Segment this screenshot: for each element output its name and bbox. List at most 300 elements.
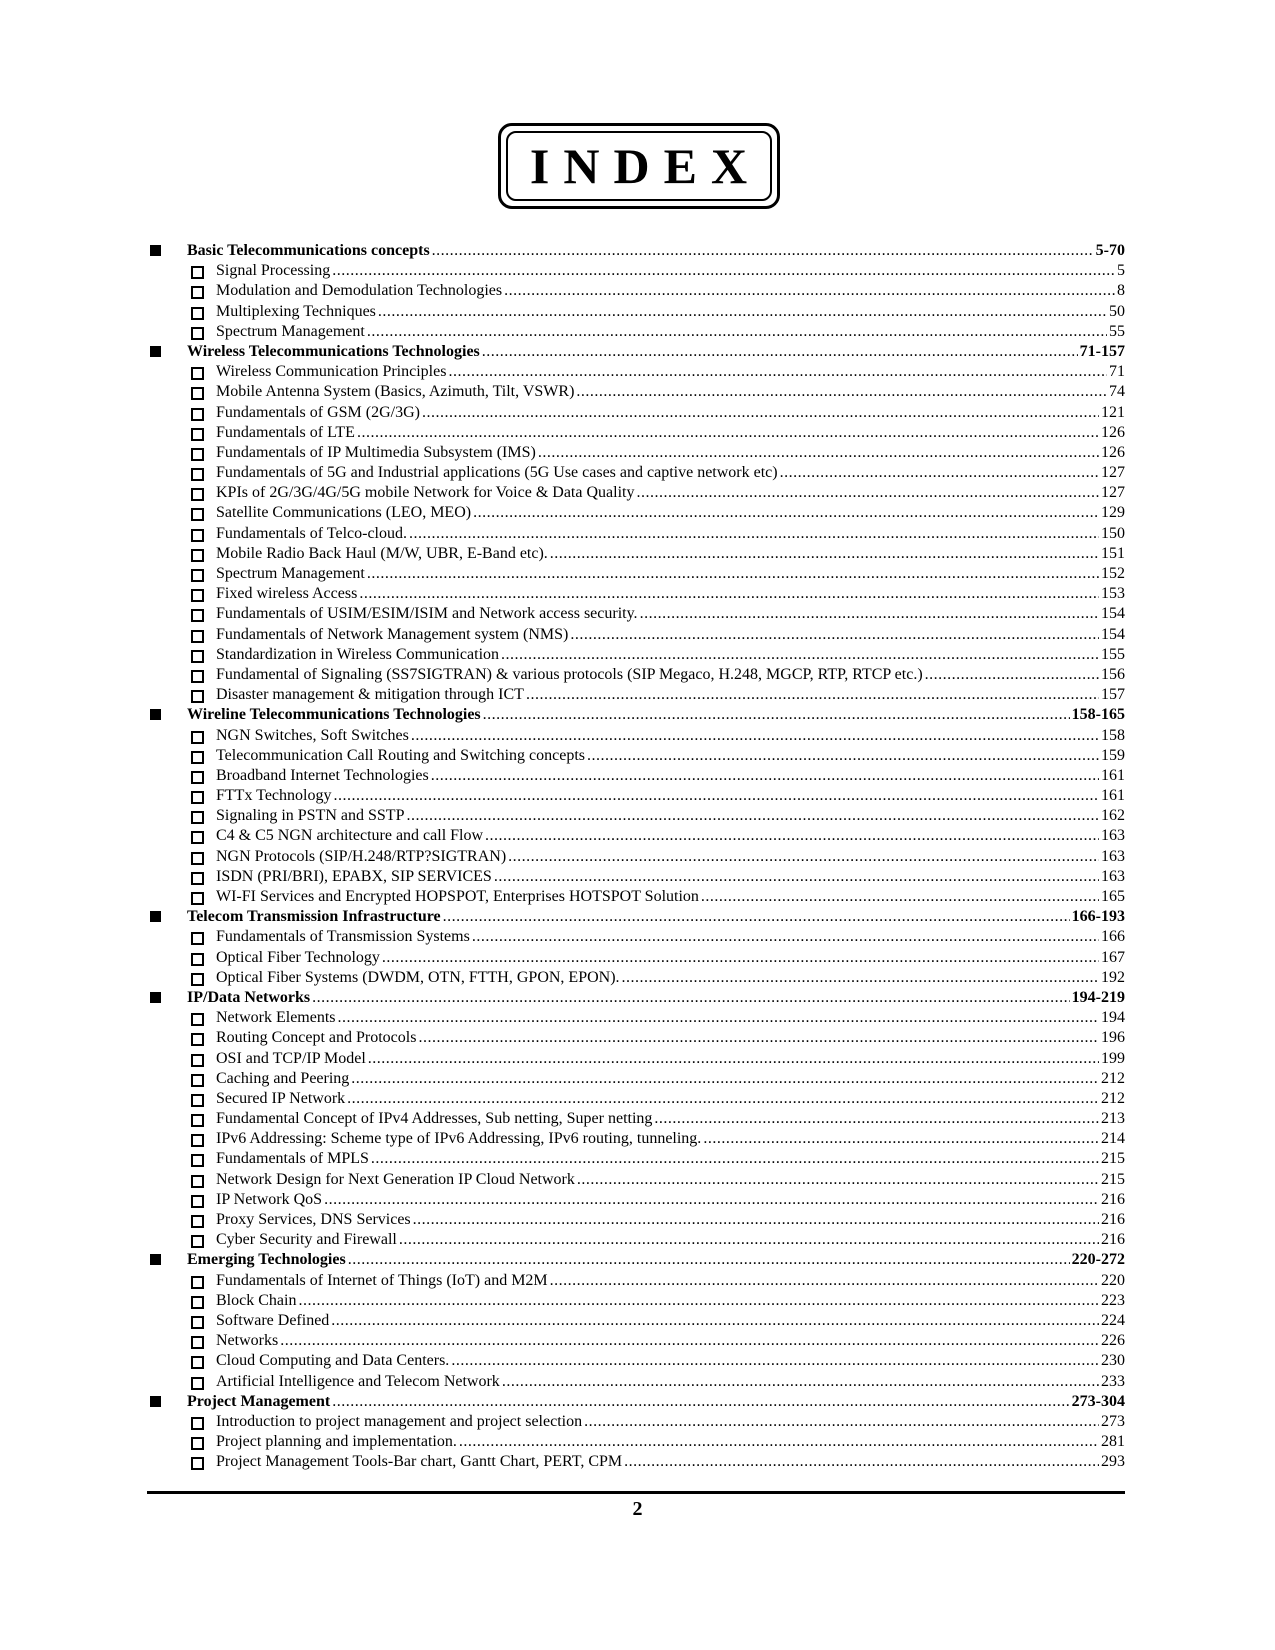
filled-square-bullet-icon: [150, 709, 161, 720]
item-page: 214: [1101, 1130, 1125, 1148]
item-entry: [216, 302, 1125, 322]
list-item: [147, 1351, 1125, 1371]
item-page: 155: [1101, 645, 1125, 663]
item-page: 129: [1101, 504, 1125, 522]
page-number: 2: [632, 1498, 643, 1520]
item-label: Optical Fiber Technology: [216, 948, 380, 966]
section-title: Telecom Transmission Infrastructure: [187, 908, 441, 926]
dot-leader: [413, 1210, 1099, 1230]
item-entry: [216, 1432, 1125, 1452]
dot-leader: [482, 342, 1078, 362]
dot-leader: [508, 847, 1099, 867]
list-item: [147, 625, 1125, 645]
item-label: Cloud Computing and Data Centers.: [216, 1352, 450, 1370]
list-item: [147, 1069, 1125, 1089]
list-item: [147, 685, 1125, 705]
open-square-bullet-icon: [191, 872, 204, 885]
item-page: 293: [1101, 1453, 1125, 1471]
dot-leader: [624, 1452, 1099, 1472]
item-entry: [216, 887, 1125, 907]
item-label: Networks: [216, 1332, 279, 1350]
item-entry: [216, 645, 1125, 665]
dot-leader: [371, 1149, 1099, 1169]
dot-leader: [431, 766, 1099, 786]
item-label: Proxy Services, DNS Services: [216, 1211, 411, 1228]
dot-leader: [538, 443, 1099, 463]
section-title: Wireline Telecommunications Technologies: [187, 706, 481, 724]
item-entry: [216, 443, 1125, 463]
item-page: 151: [1101, 544, 1125, 562]
dot-leader: [472, 927, 1099, 947]
item-page: 5: [1117, 262, 1125, 280]
list-item: [147, 1149, 1125, 1169]
list-item: [147, 584, 1125, 604]
open-square-bullet-icon: [191, 932, 204, 945]
list-item: [147, 887, 1125, 907]
list-item: [147, 726, 1125, 746]
item-page: 165: [1101, 888, 1125, 905]
list-item: [147, 1089, 1125, 1109]
item-entry: [216, 746, 1125, 766]
list-item: [147, 1008, 1125, 1028]
dot-leader: [485, 826, 1099, 846]
dot-leader: [411, 726, 1099, 746]
section-page-range: 273-304: [1071, 1392, 1125, 1410]
item-entry: [216, 1089, 1125, 1109]
section-entry: [187, 241, 1125, 261]
item-entry: [216, 584, 1125, 604]
item-label: NGN Protocols (SIP/H.248/RTP?SIGTRAN): [216, 847, 507, 865]
item-page: 126: [1101, 443, 1125, 461]
item-label: Fundamentals of USIM/ESIM/ISIM and Network access security.: [216, 605, 638, 623]
item-label: Standardization in Wireless Communication: [216, 645, 500, 663]
dot-leader: [348, 1250, 1070, 1270]
list-item: [147, 524, 1125, 544]
dot-leader: [324, 1190, 1099, 1210]
item-page: 230: [1101, 1352, 1125, 1370]
item-page: 161: [1101, 787, 1125, 805]
section-entry: [187, 1250, 1125, 1270]
dot-leader: [331, 1311, 1099, 1331]
list-item: [147, 645, 1125, 665]
list-item: [147, 927, 1125, 947]
list-item: [147, 1311, 1125, 1331]
section-row: [147, 1392, 1125, 1412]
list-item: [147, 968, 1125, 988]
item-page: 199: [1101, 1049, 1125, 1067]
dot-leader: [298, 1291, 1099, 1311]
item-entry: [216, 625, 1125, 645]
item-entry: [216, 826, 1125, 846]
item-entry: [216, 1069, 1125, 1089]
item-label: Signaling in PSTN and SSTP: [216, 807, 405, 825]
dot-leader: [584, 1412, 1099, 1432]
open-square-bullet-icon: [191, 1377, 204, 1390]
dot-leader: [399, 1230, 1099, 1250]
section-page-range: 5-70: [1095, 242, 1125, 259]
item-entry: [216, 1291, 1125, 1311]
list-item: [147, 443, 1125, 463]
item-entry: [216, 382, 1125, 402]
open-square-bullet-icon: [191, 589, 204, 602]
list-item: [147, 1109, 1125, 1129]
open-square-bullet-icon: [191, 973, 204, 986]
section-entry: [187, 342, 1125, 362]
open-square-bullet-icon: [191, 428, 204, 441]
section-entry: [187, 705, 1125, 725]
list-item: [147, 564, 1125, 584]
list-item: [147, 544, 1125, 564]
item-entry: [216, 463, 1125, 483]
dot-leader: [587, 746, 1099, 766]
open-square-bullet-icon: [191, 448, 204, 461]
item-entry: [216, 503, 1125, 523]
item-label: Secured IP Network: [216, 1089, 346, 1107]
section-title: Wireless Telecommunications Technologies: [187, 342, 480, 360]
item-label: Fixed wireless Access: [216, 585, 358, 603]
item-page: 223: [1101, 1291, 1125, 1309]
list-item: [147, 281, 1125, 301]
item-entry: [216, 1331, 1125, 1351]
open-square-bullet-icon: [191, 751, 204, 764]
item-entry: [216, 948, 1125, 968]
dot-leader: [526, 685, 1099, 705]
dot-leader: [780, 463, 1099, 483]
open-square-bullet-icon: [191, 771, 204, 784]
open-square-bullet-icon: [191, 569, 204, 582]
open-square-bullet-icon: [191, 468, 204, 481]
dot-leader: [550, 1271, 1099, 1291]
item-label: Signal Processing: [216, 262, 331, 280]
item-page: 215: [1101, 1170, 1125, 1188]
item-entry: [216, 968, 1125, 988]
item-label: Modulation and Demodulation Technologies: [216, 282, 503, 300]
filled-square-bullet-icon: [150, 911, 161, 922]
item-label: Fundamentals of Transmission Systems: [216, 928, 470, 946]
open-square-bullet-icon: [191, 609, 204, 622]
item-page: 157: [1101, 686, 1125, 704]
open-square-bullet-icon: [191, 1215, 204, 1228]
list-item: [147, 483, 1125, 503]
open-square-bullet-icon: [191, 549, 204, 562]
item-page: 158: [1101, 726, 1125, 744]
item-label: Multiplexing Techniques: [216, 302, 376, 320]
list-item: [147, 665, 1125, 685]
section-row: [147, 988, 1125, 1008]
item-page: 161: [1101, 766, 1125, 784]
item-label: Fundamentals of IP Multimedia Subsystem (IMS): [216, 443, 536, 461]
item-label: Cyber Security and Firewall: [216, 1231, 397, 1249]
item-entry: [216, 1210, 1125, 1230]
list-item: [147, 503, 1125, 523]
item-page: 273: [1101, 1412, 1125, 1430]
item-label: Fundamentals of MPLS: [216, 1150, 369, 1168]
list-item: [147, 1432, 1125, 1452]
item-page: 163: [1101, 847, 1125, 865]
list-item: [147, 1170, 1125, 1190]
open-square-bullet-icon: [191, 1296, 204, 1309]
open-square-bullet-icon: [191, 852, 204, 865]
open-square-bullet-icon: [191, 731, 204, 744]
item-label: IP Network QoS: [216, 1190, 323, 1208]
open-square-bullet-icon: [191, 1175, 204, 1188]
item-page: 233: [1101, 1372, 1125, 1390]
item-entry: [216, 1049, 1125, 1069]
dot-leader: [333, 786, 1099, 806]
open-square-bullet-icon: [191, 1336, 204, 1349]
item-page: 50: [1109, 302, 1125, 320]
section-row: [147, 342, 1125, 362]
item-label: Optical Fiber Systems (DWDM, OTN, FTTH, GPON, EPON).: [216, 968, 620, 986]
item-label: Fundamentals of GSM (2G/3G): [216, 403, 420, 421]
item-entry: [216, 1190, 1125, 1210]
item-entry: [216, 524, 1125, 544]
item-label: Fundamentals of LTE: [216, 423, 355, 441]
dot-leader: [409, 524, 1099, 544]
item-label: Fundamentals of Telco-cloud.: [216, 524, 407, 542]
item-entry: [216, 281, 1125, 301]
dot-leader: [280, 1331, 1099, 1351]
item-page: 154: [1101, 605, 1125, 623]
item-page: 212: [1101, 1089, 1125, 1107]
item-page: 152: [1101, 565, 1125, 582]
list-item: [147, 766, 1125, 786]
item-entry: [216, 604, 1125, 624]
item-label: Network Elements: [216, 1009, 336, 1027]
open-square-bullet-icon: [191, 831, 204, 844]
filled-square-bullet-icon: [150, 1396, 161, 1407]
item-entry: [216, 564, 1125, 584]
item-page: 127: [1101, 464, 1125, 482]
page-title: INDEX: [529, 138, 762, 194]
index-title-inner-border: [506, 131, 772, 201]
filled-square-bullet-icon: [150, 992, 161, 1003]
item-entry: [216, 362, 1125, 382]
dot-leader: [504, 281, 1115, 301]
dot-leader: [443, 907, 1070, 927]
list-item: [147, 261, 1125, 281]
item-page: 216: [1101, 1231, 1125, 1249]
open-square-bullet-icon: [191, 1356, 204, 1369]
item-entry: [216, 1028, 1125, 1048]
section-title: Basic Telecommunications concepts: [187, 242, 430, 259]
item-page: 126: [1101, 423, 1125, 441]
item-entry: [216, 1311, 1125, 1331]
open-square-bullet-icon: [191, 1013, 204, 1026]
section-page-range: 220-272: [1071, 1251, 1125, 1269]
dot-leader: [501, 645, 1099, 665]
item-label: Mobile Radio Back Haul (M/W, UBR, E-Band etc).: [216, 544, 548, 562]
section-page-range: 166-193: [1071, 908, 1125, 926]
item-entry: [216, 1129, 1125, 1149]
item-entry: [216, 786, 1125, 806]
open-square-bullet-icon: [191, 1033, 204, 1046]
item-page: 213: [1101, 1110, 1125, 1128]
dot-leader: [576, 382, 1107, 402]
open-square-bullet-icon: [191, 307, 204, 320]
item-entry: [216, 1452, 1125, 1472]
dot-leader: [351, 1069, 1099, 1089]
item-page: 167: [1101, 948, 1125, 966]
list-item: [147, 463, 1125, 483]
dot-leader: [338, 1008, 1099, 1028]
section-entry: [187, 988, 1125, 1008]
list-item: [147, 1028, 1125, 1048]
item-page: 216: [1101, 1211, 1125, 1228]
list-item: [147, 1331, 1125, 1351]
section-row: [147, 1250, 1125, 1270]
item-label: Fundamental of Signaling (SS7SIGTRAN) & various protocols (SIP Megaco, H.248, MGCP, RTP, RTCP etc.): [216, 665, 923, 683]
item-label: Fundamentals of 5G and Industrial applications (5G Use cases and captive network etc): [216, 464, 778, 482]
item-entry: [216, 1412, 1125, 1432]
dot-leader: [925, 665, 1099, 685]
section-entry: [187, 907, 1125, 927]
dot-leader: [367, 564, 1099, 584]
open-square-bullet-icon: [191, 953, 204, 966]
dot-leader: [406, 806, 1099, 826]
item-page: 8: [1117, 282, 1125, 300]
open-square-bullet-icon: [191, 1235, 204, 1248]
item-entry: [216, 261, 1125, 281]
dot-leader: [459, 1432, 1099, 1452]
item-entry: [216, 766, 1125, 786]
section-page-range: 71-157: [1079, 342, 1125, 360]
dot-leader: [312, 988, 1070, 1008]
open-square-bullet-icon: [191, 892, 204, 905]
item-label: ISDN (PRI/BRI), EPABX, SIP SERVICES: [216, 867, 492, 885]
section-row: [147, 907, 1125, 927]
dot-leader: [432, 241, 1094, 261]
item-entry: [216, 685, 1125, 705]
item-page: 159: [1101, 746, 1125, 764]
open-square-bullet-icon: [191, 1195, 204, 1208]
dot-leader: [359, 584, 1099, 604]
list-item: [147, 382, 1125, 402]
item-entry: [216, 847, 1125, 867]
open-square-bullet-icon: [191, 327, 204, 340]
dot-leader: [654, 1109, 1099, 1129]
item-page: 121: [1101, 403, 1125, 421]
dot-leader: [347, 1089, 1099, 1109]
open-square-bullet-icon: [191, 1457, 204, 1470]
dot-leader: [378, 302, 1107, 322]
open-square-bullet-icon: [191, 1074, 204, 1087]
dot-leader: [357, 423, 1099, 443]
item-label: IPv6 Addressing: Scheme type of IPv6 Addressing, IPv6 routing, tunneling.: [216, 1130, 702, 1148]
item-page: 162: [1101, 807, 1125, 825]
section-entry: [187, 1392, 1125, 1412]
list-item: [147, 423, 1125, 443]
list-item: [147, 948, 1125, 968]
list-item: [147, 1372, 1125, 1392]
dot-leader: [502, 1372, 1099, 1392]
open-square-bullet-icon: [191, 690, 204, 703]
dot-leader: [636, 483, 1099, 503]
item-label: Block Chain: [216, 1291, 297, 1309]
item-page: 154: [1101, 625, 1125, 643]
item-label: Fundamental Concept of IPv4 Addresses, Sub netting, Super netting: [216, 1110, 653, 1128]
section-page-range: 158-165: [1071, 706, 1125, 724]
open-square-bullet-icon: [191, 286, 204, 299]
item-page: 163: [1101, 867, 1125, 885]
item-entry: [216, 806, 1125, 826]
list-item: [147, 867, 1125, 887]
dot-leader: [367, 322, 1107, 342]
item-label: OSI and TCP/IP Model: [216, 1049, 366, 1067]
list-item: [147, 322, 1125, 342]
dot-leader: [332, 1392, 1069, 1412]
dot-leader: [451, 1351, 1099, 1371]
open-square-bullet-icon: [191, 1114, 204, 1127]
dot-leader: [418, 1028, 1099, 1048]
item-label: Project Management Tools-Bar chart, Gantt Chart, PERT, CPM: [216, 1453, 623, 1471]
item-entry: [216, 1351, 1125, 1371]
item-label: Disaster management & mitigation through ICT: [216, 686, 524, 704]
item-label: Wireless Communication Principles: [216, 363, 447, 381]
item-page: 216: [1101, 1190, 1125, 1208]
open-square-bullet-icon: [191, 1094, 204, 1107]
open-square-bullet-icon: [191, 811, 204, 824]
item-entry: [216, 483, 1125, 503]
item-label: Fundamentals of Internet of Things (IoT) and M2M: [216, 1271, 548, 1289]
list-item: [147, 362, 1125, 382]
item-label: Project planning and implementation.: [216, 1433, 457, 1451]
item-page: 196: [1101, 1029, 1125, 1047]
item-entry: [216, 403, 1125, 423]
filled-square-bullet-icon: [150, 1254, 161, 1265]
list-item: [147, 1291, 1125, 1311]
list-item: [147, 786, 1125, 806]
item-label: Mobile Antenna System (Basics, Azimuth, Tilt, VSWR): [216, 383, 575, 401]
item-label: Broadband Internet Technologies: [216, 766, 429, 784]
item-label: Satellite Communications (LEO, MEO): [216, 504, 472, 522]
dot-leader: [483, 705, 1070, 725]
list-item: [147, 302, 1125, 322]
item-label: WI-FI Services and Encrypted HOPSPOT, Enterprises HOTSPOT Solution: [216, 888, 699, 905]
section-page-range: 194-219: [1071, 988, 1125, 1006]
open-square-bullet-icon: [191, 508, 204, 521]
item-label: NGN Switches, Soft Switches: [216, 726, 409, 744]
item-entry: [216, 1170, 1125, 1190]
open-square-bullet-icon: [191, 1054, 204, 1067]
item-label: C4 & C5 NGN architecture and call Flow: [216, 827, 484, 845]
list-item: [147, 847, 1125, 867]
item-entry: [216, 544, 1125, 564]
item-entry: [216, 1271, 1125, 1291]
item-label: Spectrum Management: [216, 322, 365, 340]
open-square-bullet-icon: [191, 1316, 204, 1329]
list-item: [147, 604, 1125, 624]
index-title-box: [498, 123, 780, 209]
item-page: 127: [1101, 484, 1125, 502]
open-square-bullet-icon: [191, 266, 204, 279]
dot-leader: [382, 948, 1099, 968]
item-page: 226: [1101, 1332, 1125, 1350]
item-page: 74: [1109, 383, 1125, 401]
section-row: [147, 241, 1125, 261]
list-item: [147, 1230, 1125, 1250]
item-page: 220: [1101, 1271, 1125, 1289]
list-item: [147, 1210, 1125, 1230]
item-page: 71: [1109, 363, 1125, 381]
section-row: [147, 705, 1125, 725]
dot-leader: [448, 362, 1107, 382]
list-item: [147, 1452, 1125, 1472]
item-entry: [216, 1008, 1125, 1028]
filled-square-bullet-icon: [150, 245, 161, 256]
item-label: Software Defined: [216, 1311, 330, 1329]
item-page: 55: [1109, 322, 1125, 340]
